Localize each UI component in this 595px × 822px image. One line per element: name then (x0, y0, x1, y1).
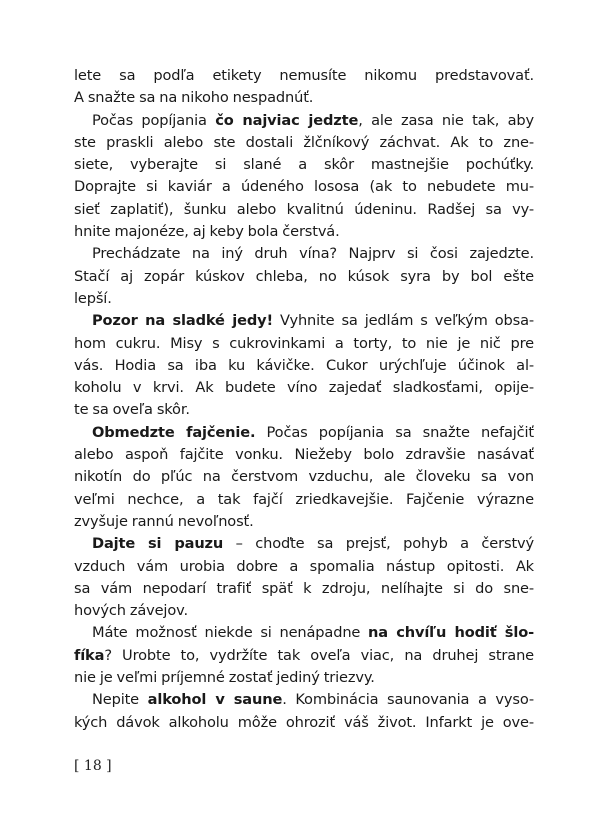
text-line (74, 489, 534, 511)
text-run: Vyhnite sa jedlám s veľkým obsa- (273, 312, 534, 330)
text-line (74, 422, 534, 444)
text-line (74, 377, 534, 399)
text-run: nie je veľmi príjemné zostať jediný triezvy. (74, 669, 375, 687)
text-run: Počas popíjania sa snažte nefajčiť (255, 423, 534, 441)
text-run: Máte možnosť niekde si nenápadne (92, 624, 369, 642)
text-line (74, 132, 534, 154)
text-line (74, 511, 534, 533)
text-run: lete sa podľa etikety nemusíte nikomu predstavovať. (74, 67, 534, 84)
text-line (74, 712, 534, 734)
text-run: . Kombinácia saunovania a vyso- (282, 691, 534, 709)
text-line (74, 199, 534, 221)
text-run: koholu v krvi. Ak budete víno zajedať sladkosťami, opije- (74, 379, 534, 397)
text-run: zvyšuje rannú nevoľnosť. (74, 512, 254, 530)
text-run: Počas popíjania (92, 111, 216, 129)
text-line (74, 176, 534, 198)
text-run: hových závejov. (74, 602, 188, 620)
text-line (74, 556, 534, 578)
text-line (74, 600, 534, 622)
text-line (74, 533, 534, 555)
text-run: vás. Hodia sa iba ku kávičke. Cukor urýchľuje účinok al- (74, 356, 534, 374)
bold-phrase: fíka (74, 646, 105, 664)
bold-phrase: alkohol v saune (147, 691, 283, 709)
text-line (74, 221, 534, 243)
text-line (74, 87, 534, 109)
text-run: Nepite (92, 691, 148, 709)
text-line (74, 578, 534, 600)
text-line (74, 110, 534, 132)
text-line (74, 310, 534, 332)
text-run: sieť zaplatiť), šunku alebo kvalitnú údeninu. Radšej sa vy- (74, 200, 534, 218)
text-run: vzduch vám urobia dobre a spomalia nástup opitosti. Ak (74, 557, 534, 575)
text-line (74, 243, 534, 265)
body-text (74, 65, 534, 734)
text-run: Stačí aj zopár kúskov chleba, no kúsok syra by bol ešte (74, 267, 534, 285)
bold-phrase: čo najviac jedzte (215, 111, 359, 129)
text-run: A snažte sa na nikoho nespadnúť. (74, 89, 314, 107)
text-run: hom cukru. Misy s cukrovinkami a torty, to nie je nič pre (74, 334, 534, 352)
bold-phrase: Obmedzte fajčenie. (92, 423, 256, 441)
text-line (74, 333, 534, 355)
text-line (74, 355, 534, 377)
text-run: kých dávok alkoholu môže ohroziť váš život. Infarkt je ove- (74, 713, 534, 731)
text-line (74, 154, 534, 176)
text-line (74, 444, 534, 466)
text-run: te sa oveľa skôr. (74, 401, 190, 419)
bold-phrase: na chvíľu hodiť šlo- (368, 624, 534, 642)
text-run: ste praskli alebo ste dostali žlčníkový záchvat. Ak to zne- (74, 133, 534, 151)
text-line (74, 622, 534, 644)
text-line (74, 645, 534, 667)
text-run: siete, vyberajte si slané a skôr mastnejšie pochúťky. (74, 156, 534, 174)
text-run: ? Urobte to, vydržíte tak oveľa viac, na druhej strane (104, 646, 534, 664)
text-line (74, 667, 534, 689)
text-run: Doprajte si kaviár a údeného lososa (ak to nebudete mu- (74, 178, 534, 196)
text-run: veľmi nechce, a tak fajčí zriedkavejšie. Fajčenie výrazne (74, 490, 534, 508)
page-number: [ 18 ] (74, 758, 112, 774)
text-line (74, 689, 534, 711)
text-run: nikotín do pľúc na čerstvom vzduchu, ale človeku sa von (74, 468, 534, 486)
text-run: – choďte sa prejsť, pohyb a čerstvý (223, 535, 534, 553)
text-run: sa vám nepodarí trafiť späť k zdroju, nelíhajte si do sne- (74, 579, 534, 597)
text-run: , ale zasa nie tak, aby (358, 111, 534, 129)
text-line (74, 399, 534, 421)
text-line (74, 65, 534, 87)
text-run: Prechádzate na iný druh vína? Najprv si čosi zajedzte. (92, 245, 534, 263)
text-run: alebo aspoň fajčite vonku. Niežeby bolo zdravšie nasávať (74, 446, 534, 464)
text-line (74, 466, 534, 488)
text-line (74, 266, 534, 288)
text-run: lepší. (74, 289, 112, 307)
bold-phrase: Dajte si pauzu (92, 535, 224, 553)
text-line (74, 288, 534, 310)
bold-phrase: Pozor na sladké jedy! (92, 312, 274, 330)
text-run: hnite majonéze, aj keby bola čerstvá. (74, 223, 340, 241)
